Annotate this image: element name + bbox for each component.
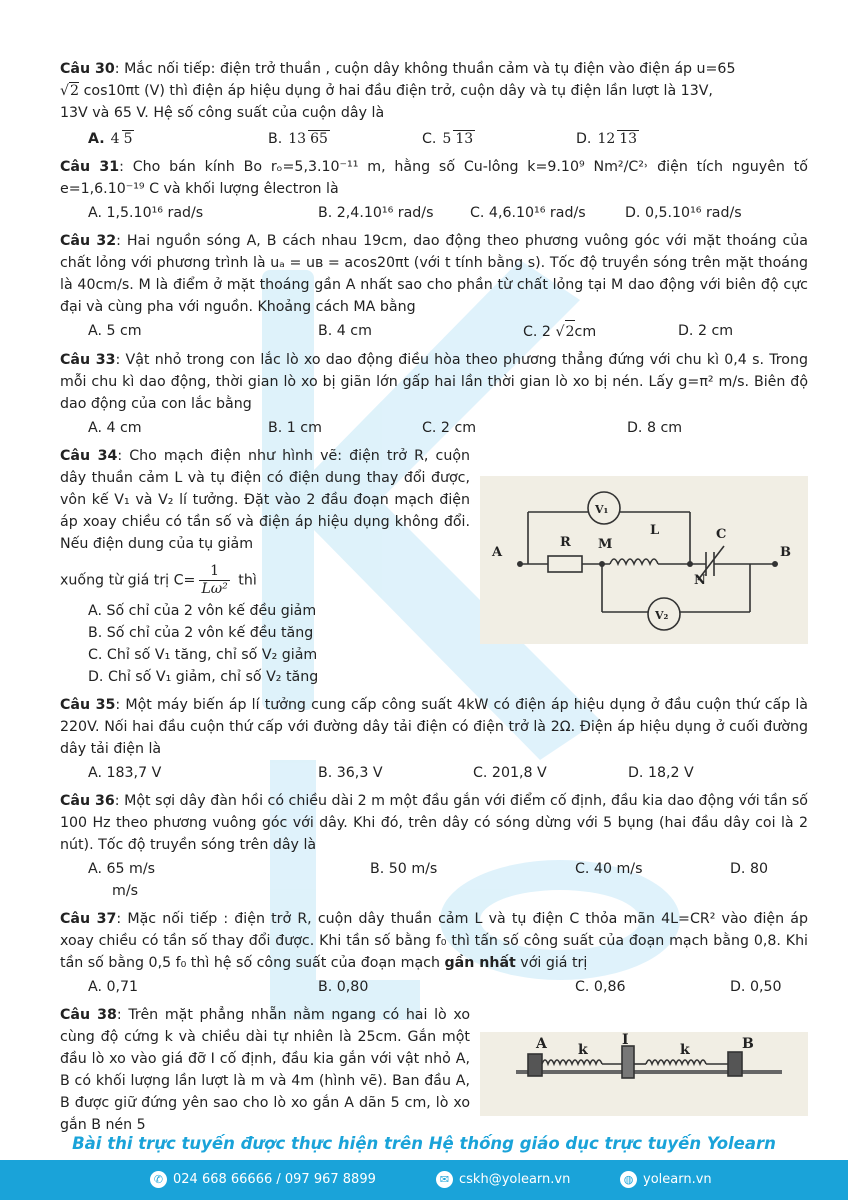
- question-emphasis: gần nhất: [444, 955, 516, 971]
- question-text: : Mắc nối tiếp: điện trở thuần , cuộn dây không thuần cảm và tụ điện vào điện áp u=65: [114, 61, 736, 77]
- question-number: Câu 30: [60, 61, 115, 77]
- question-38: [60, 1004, 470, 1136]
- support-i: [622, 1046, 634, 1078]
- label-v2: V₂: [655, 609, 669, 622]
- option-a[interactable]: A. 0,71: [88, 979, 139, 995]
- option-d[interactable]: D. 0,50: [730, 979, 782, 995]
- option-a[interactable]: A. 4 cm: [88, 420, 142, 436]
- options-33: [88, 417, 808, 439]
- option-b[interactable]: B. 4 cm: [318, 323, 372, 339]
- option-b[interactable]: B. 36,3 V: [318, 765, 383, 781]
- question-text: : Cho mạch điện như hình vẽ: điện trở R, cuộn dây thuần cảm L và tụ điện có điện dung thay đổi được, vôn kế V₁ và V₂ lí tưởng. Đặt vào 2 đầu đoạn mạch điện áp xoay chiều có tần số và điện áp hiệu dụng không đổi. Nếu điện dung của tụ giảm: [60, 448, 470, 552]
- question-number: Câu 33: [60, 352, 116, 368]
- option-c[interactable]: C. 40 m/s: [575, 861, 643, 877]
- option-a[interactable]: [88, 128, 268, 150]
- option-label: D.: [576, 131, 592, 147]
- sqrt-symbol: √2: [60, 83, 80, 99]
- option-d[interactable]: D. 8 cm: [627, 420, 683, 436]
- label-r: R: [560, 535, 571, 550]
- option-b[interactable]: [268, 128, 422, 150]
- option-c[interactable]: C. Chỉ số V₁ tăng, chỉ số V₂ giảm: [88, 647, 318, 663]
- options-36: [88, 858, 808, 880]
- label-c: C: [716, 527, 727, 542]
- question-31: [60, 156, 808, 224]
- option-a[interactable]: A. 183,7 V: [88, 765, 162, 781]
- website-text: yolearn.vn: [643, 1172, 712, 1187]
- label-n: N: [694, 573, 706, 588]
- option-b[interactable]: B. 1 cm: [268, 420, 322, 436]
- option-c[interactable]: C. 2 cm: [422, 420, 477, 436]
- numerator: 13: [288, 131, 307, 147]
- question-number: Câu 37: [60, 911, 117, 927]
- option-d[interactable]: D. 2 cm: [678, 323, 734, 339]
- options-32: [88, 320, 808, 343]
- question-text: với giá trị: [515, 955, 588, 971]
- footer-website[interactable]: [620, 1171, 712, 1188]
- label-a: A: [536, 1036, 547, 1052]
- question-text: xuống từ giá trị C=: [60, 572, 196, 589]
- question-30: [60, 58, 808, 150]
- label-i: I: [622, 1032, 629, 1048]
- circuit-figure: [480, 476, 808, 644]
- label-v1: V₁: [595, 503, 609, 516]
- question-34-formula: [60, 563, 470, 598]
- email-text: cskh@yolearn.vn: [459, 1172, 571, 1187]
- question-text: : Một máy biến áp lí tưởng cung cấp công suất 4kW có điện áp hiệu dụng ở đầu cuộn thứ cấp là 220V. Nối hai đầu cuộn thứ cấp với đường dây tải điện có điện trở là 2Ω. Điện áp hiệu dụng ở cuối đường dây tải điện là: [60, 697, 808, 757]
- options-34: [88, 600, 470, 688]
- fraction: [595, 130, 639, 148]
- inductor-l: [610, 559, 658, 564]
- option-d[interactable]: D. 80: [730, 861, 768, 877]
- question-36: [60, 790, 808, 902]
- option-b[interactable]: B. 2,4.10¹⁶ rad/s: [318, 205, 434, 221]
- label-l: L: [650, 523, 660, 538]
- options-31: [88, 202, 808, 224]
- option-c[interactable]: C. 201,8 V: [473, 765, 547, 781]
- footer-bar: [0, 1160, 848, 1200]
- question-text: : Hai nguồn sóng A, B cách nhau 19cm, dao động theo phương vuông góc với mặt thoáng của chất lỏng với phương trình là uₐ = uʙ = acos20πt (với t tính bằng s). Tốc độ truyền sóng trên mặt thoáng là 40cm/s. M là điểm ở mặt thoáng gần A nhất sao cho phần từ chất lỏng tại M dao động với biên độ cực đại và cùng pha với nguồn. Khoảng cách MA bằng: [60, 233, 808, 315]
- phone-icon: ✆: [150, 1171, 167, 1188]
- question-text: : Một sợi dây đàn hồi có chiều dài 2 m một đầu gắn với điểm cố định, đầu kia dao động với tần số 100 Hz theo phương vuông góc với dây. Khi đó, trên dây có sóng dừng với 5 bụng (hai đầu dây coi là 2 nút). Tốc độ truyền sóng trên dây là: [60, 793, 808, 853]
- option-c[interactable]: C. 0,86: [575, 979, 626, 995]
- option-label: C.: [422, 131, 437, 147]
- question-text: : Trên mặt phẳng nhẵn nằm ngang có hai lò xo cùng độ cứng k và chiều dài tự nhiên là 25cm. Gắn một đầu lò xo vào giá đỡ I cố định, đầu kia gắn với vật nhỏ A, B có khối lượng lần lượt là m và 4m (hình vẽ). Ban đầu A, B được giữ đứng yên sao cho lò xo gắn A dãn 5 cm, lò xo gắn B nén 5: [60, 1007, 470, 1133]
- options-35: [88, 762, 808, 784]
- question-34: [60, 445, 470, 688]
- option-d[interactable]: D. 18,2 V: [628, 765, 694, 781]
- label-m: M: [598, 537, 613, 552]
- question-32: [60, 230, 808, 343]
- option-d[interactable]: D. Chỉ số V₁ giảm, chỉ số V₂ tăng: [88, 669, 319, 685]
- label-k: k: [578, 1042, 588, 1058]
- numerator: 5: [442, 131, 452, 147]
- sqrt-arg: 2: [565, 320, 575, 343]
- phone-text: 024 668 66666 / 097 967 8899: [173, 1172, 376, 1187]
- option-a[interactable]: A. Số chỉ của 2 vôn kế đều giảm: [88, 603, 317, 619]
- email-icon: ✉: [436, 1171, 453, 1188]
- object-a: [528, 1054, 542, 1076]
- object-b: [728, 1052, 742, 1076]
- label-k: k: [680, 1042, 690, 1058]
- question-number: Câu 32: [60, 233, 117, 249]
- options-30: [88, 128, 808, 150]
- question-number: Câu 31: [60, 159, 120, 175]
- option-a[interactable]: A. 1,5.10¹⁶ rad/s: [88, 205, 204, 221]
- question-text: : Vật nhỏ trong con lắc lò xo dao động điều hòa theo phương thẳng đứng với chu kì 0,4 s. Trong mỗi chu kì dao động, thời gian lò xo bị giãn lớn gấp hai lần thời gian lò xo bị nén. Lấy g=π² m/s. Biên độ dao động của con lắc bằng: [60, 352, 808, 412]
- option-a[interactable]: A. 65 m/s: [88, 861, 156, 877]
- option-d[interactable]: D. 0,5.10¹⁶ rad/s: [625, 205, 742, 221]
- label-a: A: [492, 545, 503, 560]
- question-30-text: [60, 58, 808, 124]
- spring-a: [542, 1060, 602, 1064]
- options-37: [88, 976, 808, 998]
- label-b: B: [780, 545, 791, 560]
- question-number: Câu 35: [60, 697, 116, 713]
- globe-icon: ◍: [620, 1171, 637, 1188]
- option-a[interactable]: A. 5 cm: [88, 323, 142, 339]
- numerator: 1: [210, 563, 220, 579]
- option-c[interactable]: C. 4,6.10¹⁶ rad/s: [470, 205, 586, 221]
- footer-slogan: Bài thi trực tuyến được thực hiện trên Hệ thống giáo dục trực tuyến Yolearn: [72, 1134, 776, 1153]
- option-b[interactable]: B. 0,80: [318, 979, 369, 995]
- option-unit: cm: [574, 324, 597, 340]
- question-number: Câu 36: [60, 793, 115, 809]
- denominator: 13: [619, 131, 638, 147]
- fraction: [109, 130, 135, 148]
- option-c[interactable]: [422, 128, 576, 150]
- option-d-wrap: m/s: [112, 883, 138, 899]
- question-text: cos10πt (V) thì điện áp hiệu dụng ở hai đầu điện trở, cuộn dây và tụ điện lần lượt là 13V,: [79, 83, 713, 99]
- spring-b: [646, 1060, 706, 1064]
- option-label: A.: [88, 131, 105, 147]
- fraction: [286, 130, 330, 148]
- sqrt-symbol: √2: [555, 320, 574, 343]
- numerator: 12: [597, 131, 616, 147]
- question-33: [60, 349, 808, 439]
- question-number: Câu 34: [60, 448, 118, 464]
- option-b[interactable]: B. 50 m/s: [370, 861, 438, 877]
- option-label: B.: [268, 131, 283, 147]
- option-b[interactable]: B. Số chỉ của 2 vôn kế đều tăng: [88, 625, 314, 641]
- question-text: 13V và 65 V. Hệ số công suất của cuộn dây là: [60, 105, 385, 121]
- question-35: [60, 694, 808, 784]
- option-d[interactable]: [576, 128, 643, 150]
- denominator: Lω²: [201, 581, 228, 597]
- footer-phone[interactable]: [150, 1171, 376, 1188]
- footer-email[interactable]: [436, 1171, 570, 1188]
- option-label: C. 2: [523, 324, 551, 340]
- denominator: 13: [455, 131, 474, 147]
- label-b: B: [742, 1036, 754, 1052]
- option-c[interactable]: [523, 320, 678, 343]
- question-number: Câu 38: [60, 1007, 117, 1023]
- fraction: [440, 130, 475, 148]
- question-text: : Mặc nối tiếp : điện trở R, cuộn dây thuần cảm L và tụ điện C thỏa mãn 4L=CR² vào điện áp xoay chiều có tần số thay đổi được. Khi tần số bằng f₀ thì tấn số công suất của đoạn mạch bằng 0,8. Khi tần số bằng 0,5 f₀ thì hệ số công suất của đoạn mạch: [60, 911, 808, 971]
- denominator: 5: [123, 131, 133, 147]
- numerator: 4: [110, 131, 120, 147]
- springs-figure: [480, 1032, 808, 1116]
- denominator: 65: [310, 131, 328, 147]
- question-37: [60, 908, 808, 998]
- question-text: thì: [233, 572, 257, 589]
- resistor-r: [548, 556, 582, 572]
- sqrt-arg: 2: [70, 83, 80, 99]
- fraction: [199, 563, 229, 598]
- question-text: : Cho bán kính Bo rₒ=5,3.10⁻¹¹ m, hằng số Cu-lông k=9.10⁹ Nm²/C²˒ điện tích nguyên tố e=1,6.10⁻¹⁹ C và khối lượng êlectron là: [60, 159, 808, 197]
